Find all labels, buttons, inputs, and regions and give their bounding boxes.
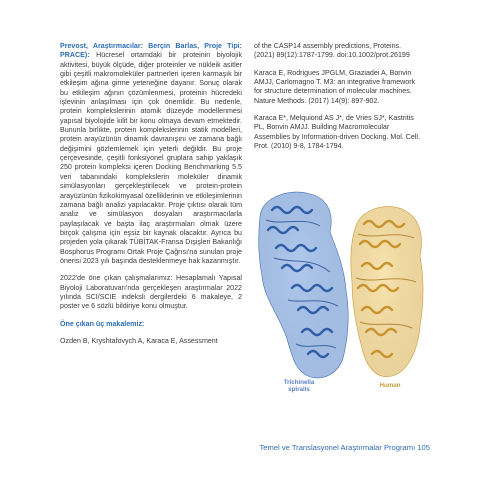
page-footer: [254, 443, 430, 452]
project-description: Hücresel ortamdaki bir proteinin biyolojik aktivitesi, büyük ölçüde, diğer proteinler ve nükleik asitler gibi çeşitli makromoleküler partnerleri içeren karmaşık bir etkileşim ağına girme yeteneğine dayanır. Sonuç olarak bu etkileşim ağının çözümlenmesi, proteinin hücredeki işlevinin anlaşılması için çok önemlidir. Bu nedenle, protein komplekslerinin atomik düzeyde modellenmesi yapısal biyolojide kilit bir konu olmaya devam etmektedir. Bununla birlikte, protein komplekslerinin statik modelleri, protein arayüzünün dinamik davranışını ve zamana bağlı değişimini gözlemlemek için yeterli değildir. Bu proje çerçevesinde, çeşitli fonksiyonel gruplara sahip yaklaşık 250 protein kompleksi içeren Docking Benchmarking 5.5 veri tabanındaki komplekslerin moleküler dinamik simülasyonları gerçekleştirilecek ve protein-protein arayüzünün fizikokimyasal özelliklerinin ve etkileşimlerinin zamana bağlı analizi yapılacaktır. Proje çıktısı olarak tüm analiz ve simülasyon dosyaları araştırmacılarla paylaşılacak ve başta ilaç araştırmaları olmak üzere birçok çalışma için eşsiz bir kaynak olacaktır. Ayrıca bu projeden yola çıkarak TÜBİTAK-Fransa Dışişleri Bakanlığı Bosphorus Programı Ortak Proje Çağrısı'na sunulan proje önerisi 2023 yılı başında desteklenmeye hak kazanmıştır.: [60, 51, 242, 265]
human-label: Human: [379, 382, 401, 389]
page-number: 105: [417, 443, 430, 452]
human-protein: [351, 207, 423, 377]
intro-paragraph: [60, 42, 242, 266]
reference-2: Karaca E, Rodrigues JPGLM, Graziadei A, Bonvin AMJJ, Carlomagno T. M3: an integrative framework for structure determination of molecular machines. Nature Methods. (2017) 14(9): 897-902.: [254, 68, 416, 105]
protein-structures-image: [252, 186, 428, 390]
trichinella-protein: [259, 192, 348, 378]
right-column: [254, 42, 422, 159]
project-lead: Prevost, Araştırmacılar: Berçin Barlas, Proje Tipi: PRACE):: [60, 42, 242, 60]
reference-1-continued: of the CASP14 assembly predictions, Proteins. (2021) 89(12):1787-1799. doi:10.1002/prot.26199: [254, 42, 410, 60]
reference-start: Ozden B, Kryshtafovych A, Karaca E, Assessment: [60, 336, 218, 345]
section-heading: Öne çıkan üç makalemiz:: [60, 319, 145, 328]
trichinella-label: Trichinella spiralis: [283, 379, 315, 393]
protein-structure-figure: [252, 186, 428, 393]
left-column: [60, 42, 242, 354]
footer-program-name: Temel ve Translasyonel Araştırmalar Programı: [259, 443, 416, 452]
reference-3: Karaca E*, Melquiond AS J*, de Vries SJ*, Kastritis PL, Bonvin AMJJ. Building Macromolecular Assemblies by Information-driven Docking. Mol. Cell. Prot. (2010) 9-8, 1784-1794.: [254, 114, 420, 151]
highlights-paragraph: 2022'de öne çıkan çalışmalarımız: Hesaplamalı Yapısal Biyoloji Laboratuvarı'nda gerçekleşen araştırmalar 2022 yılında SCI/SCIE indeksli dergilerdeki 6 makaleye, 2 poster ve 6 sözlü bildiriye konu olmuştur.: [60, 274, 242, 311]
